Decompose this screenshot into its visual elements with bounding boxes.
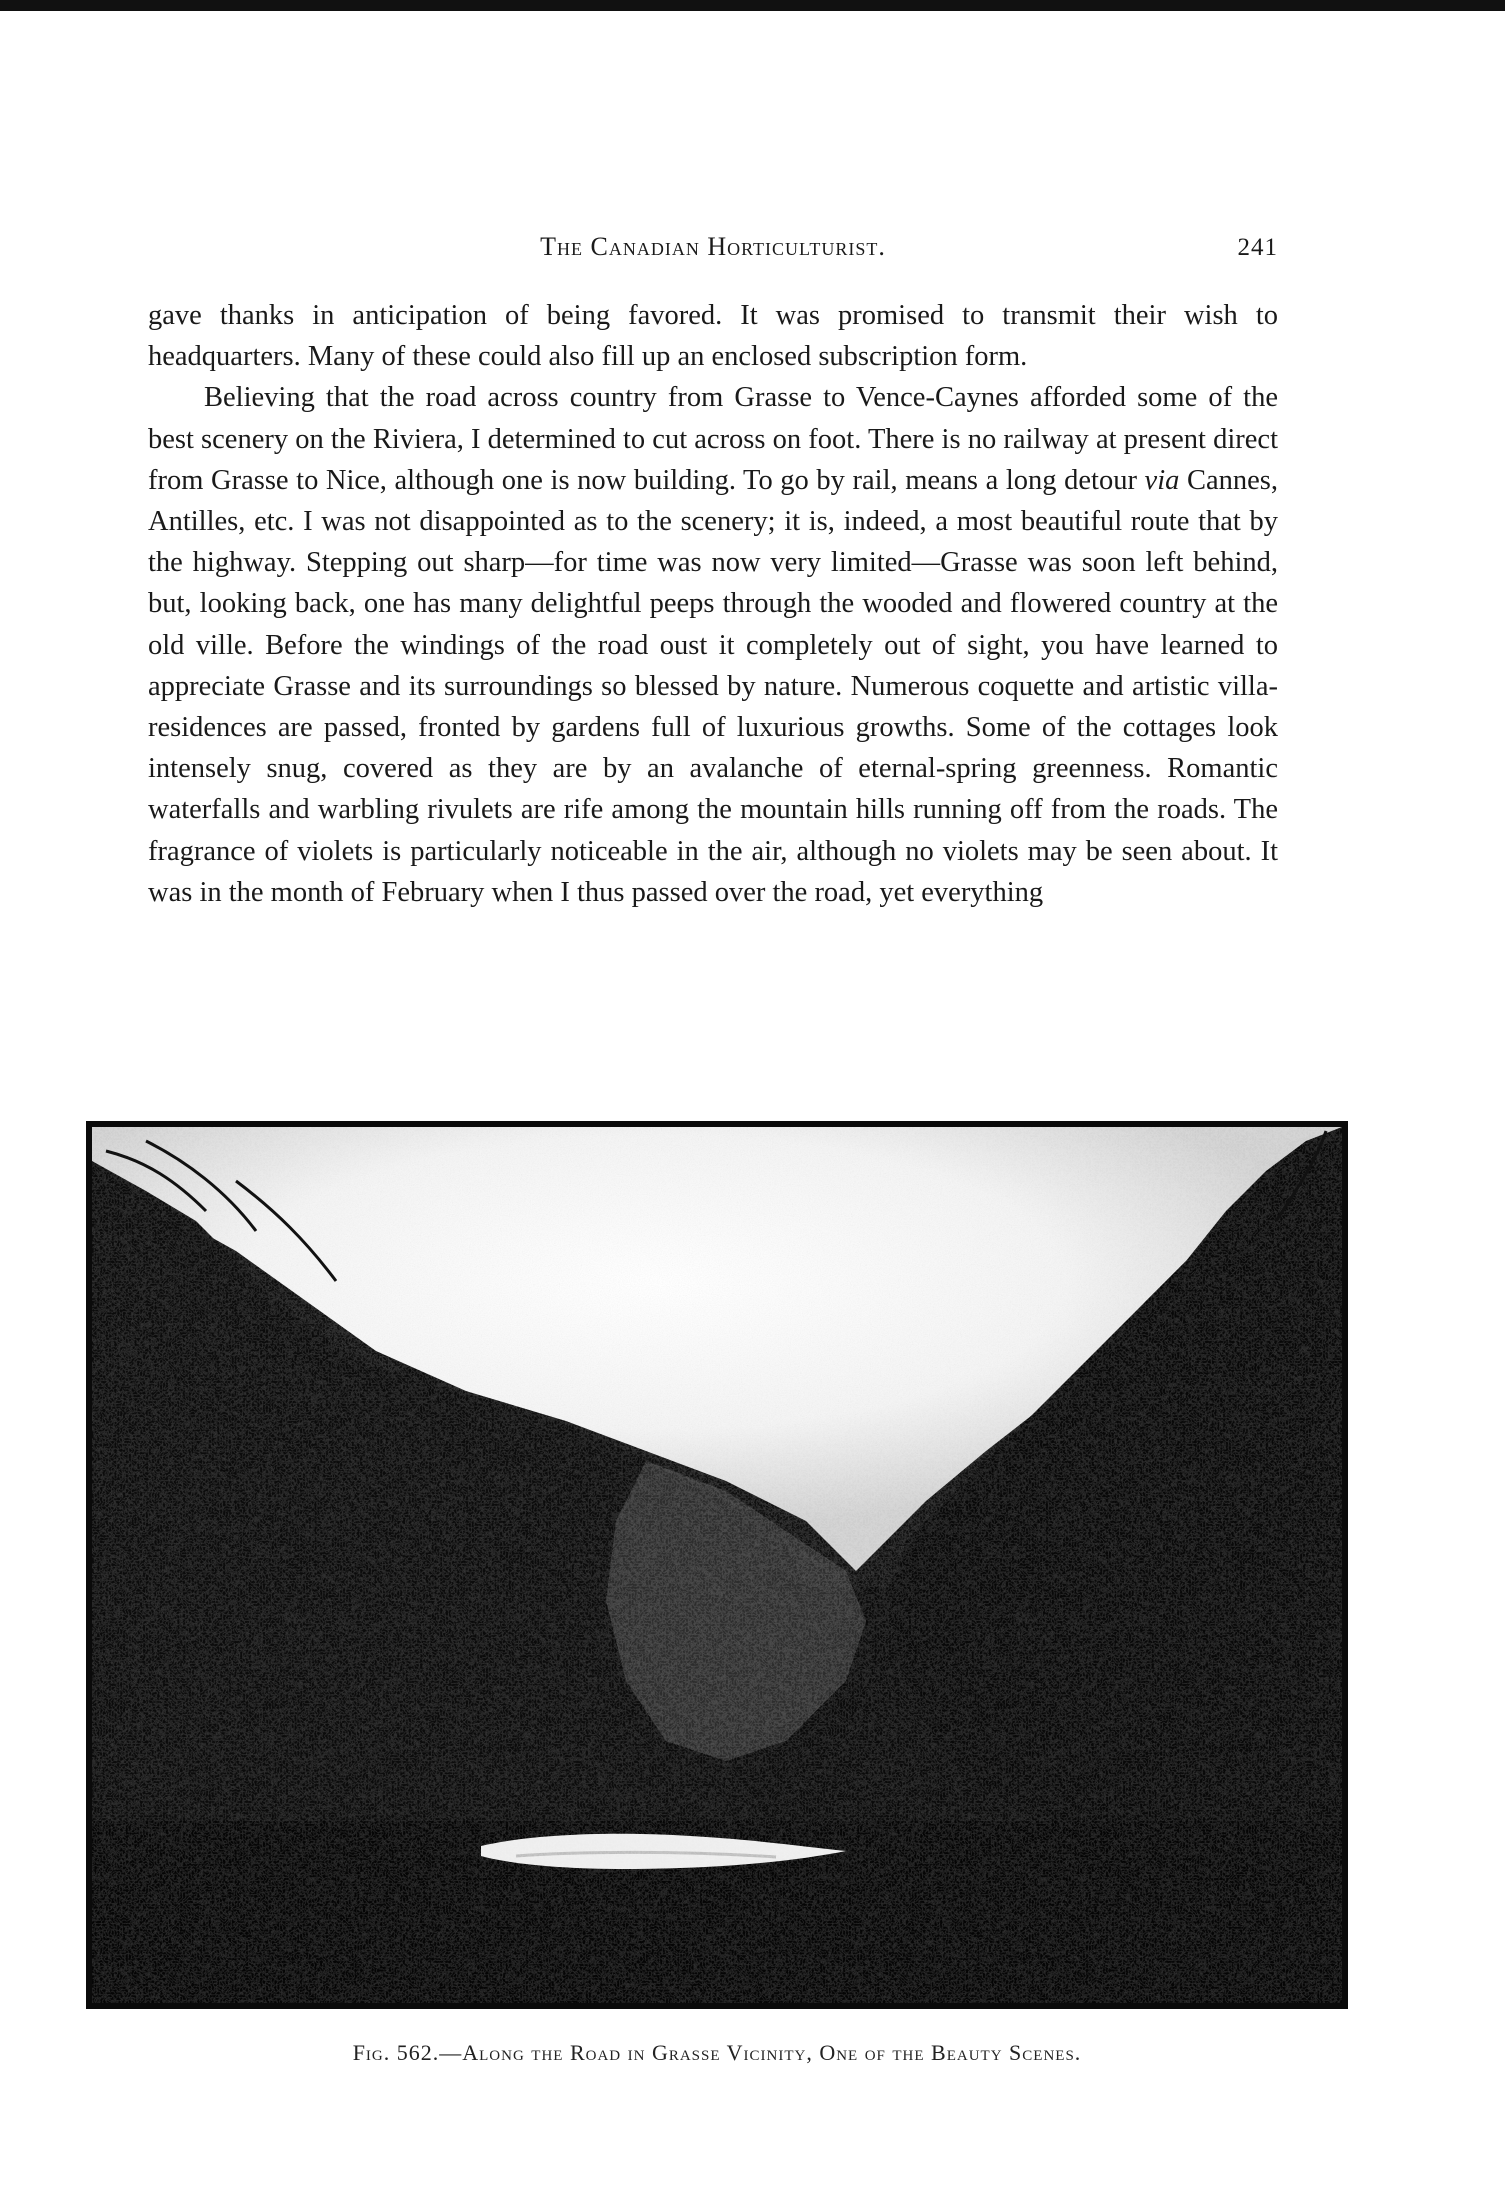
figure-caption: Fig. 562.—Along the Road in Grasse Vicinity, One of the Beauty Scenes. <box>352 2040 1082 2065</box>
article-body <box>148 295 1278 913</box>
page-number: 241 <box>1237 234 1278 261</box>
running-head <box>148 232 1278 272</box>
road-landscape-photo <box>86 1121 1348 2009</box>
paragraph-1: gave thanks in anticipation of being favored. It was promised to transmit their wish to headquarters. Many of these could also fill up an enclosed subscription form. <box>148 300 1278 373</box>
paragraph-2-text-b: Cannes, Antilles, etc. I was not disappointed as to the scenery; it is, indeed, a most beautiful route that by the highway. Stepping out sharp—for time was now very limited—Grasse was soon left behind, but, looking back, one has many delightful peeps through the wooded and flowered country at the old ville. Before the windings of the road oust it completely out of sight, you have learned to appreciate Grasse and its surroundings so blessed by nature. Numerous coquette and artistic villa-residences are passed, fronted by gardens full of luxurious growths. Some of the cottages look intensely snug, covered as they are by an avalanche of eternal-spring greenness. Romantic waterfalls and warbling rivulets are rife among the mountain hills running off from the roads. The fragrance of violets is particularly noticeable in the air, although no violets may be seen about. It was in the month of February when I thus passed over the road, yet everything <box>148 464 1278 908</box>
paragraph-2-text-a: Believing that the road across country from Grasse to Vence-Caynes afforded some of the best scenery on the Riviera, I determined to cut across on foot. There is no railway at present direct from Grasse to Nice, although one is now building. To go by rail, means a long detour <box>148 382 1278 496</box>
journal-title: The Canadian Horticulturist. <box>540 232 886 261</box>
paragraph-2 <box>148 377 1278 913</box>
italic-via: via <box>1144 464 1180 496</box>
top-border-rule <box>0 0 1505 11</box>
figure-photograph <box>86 1121 1348 2009</box>
